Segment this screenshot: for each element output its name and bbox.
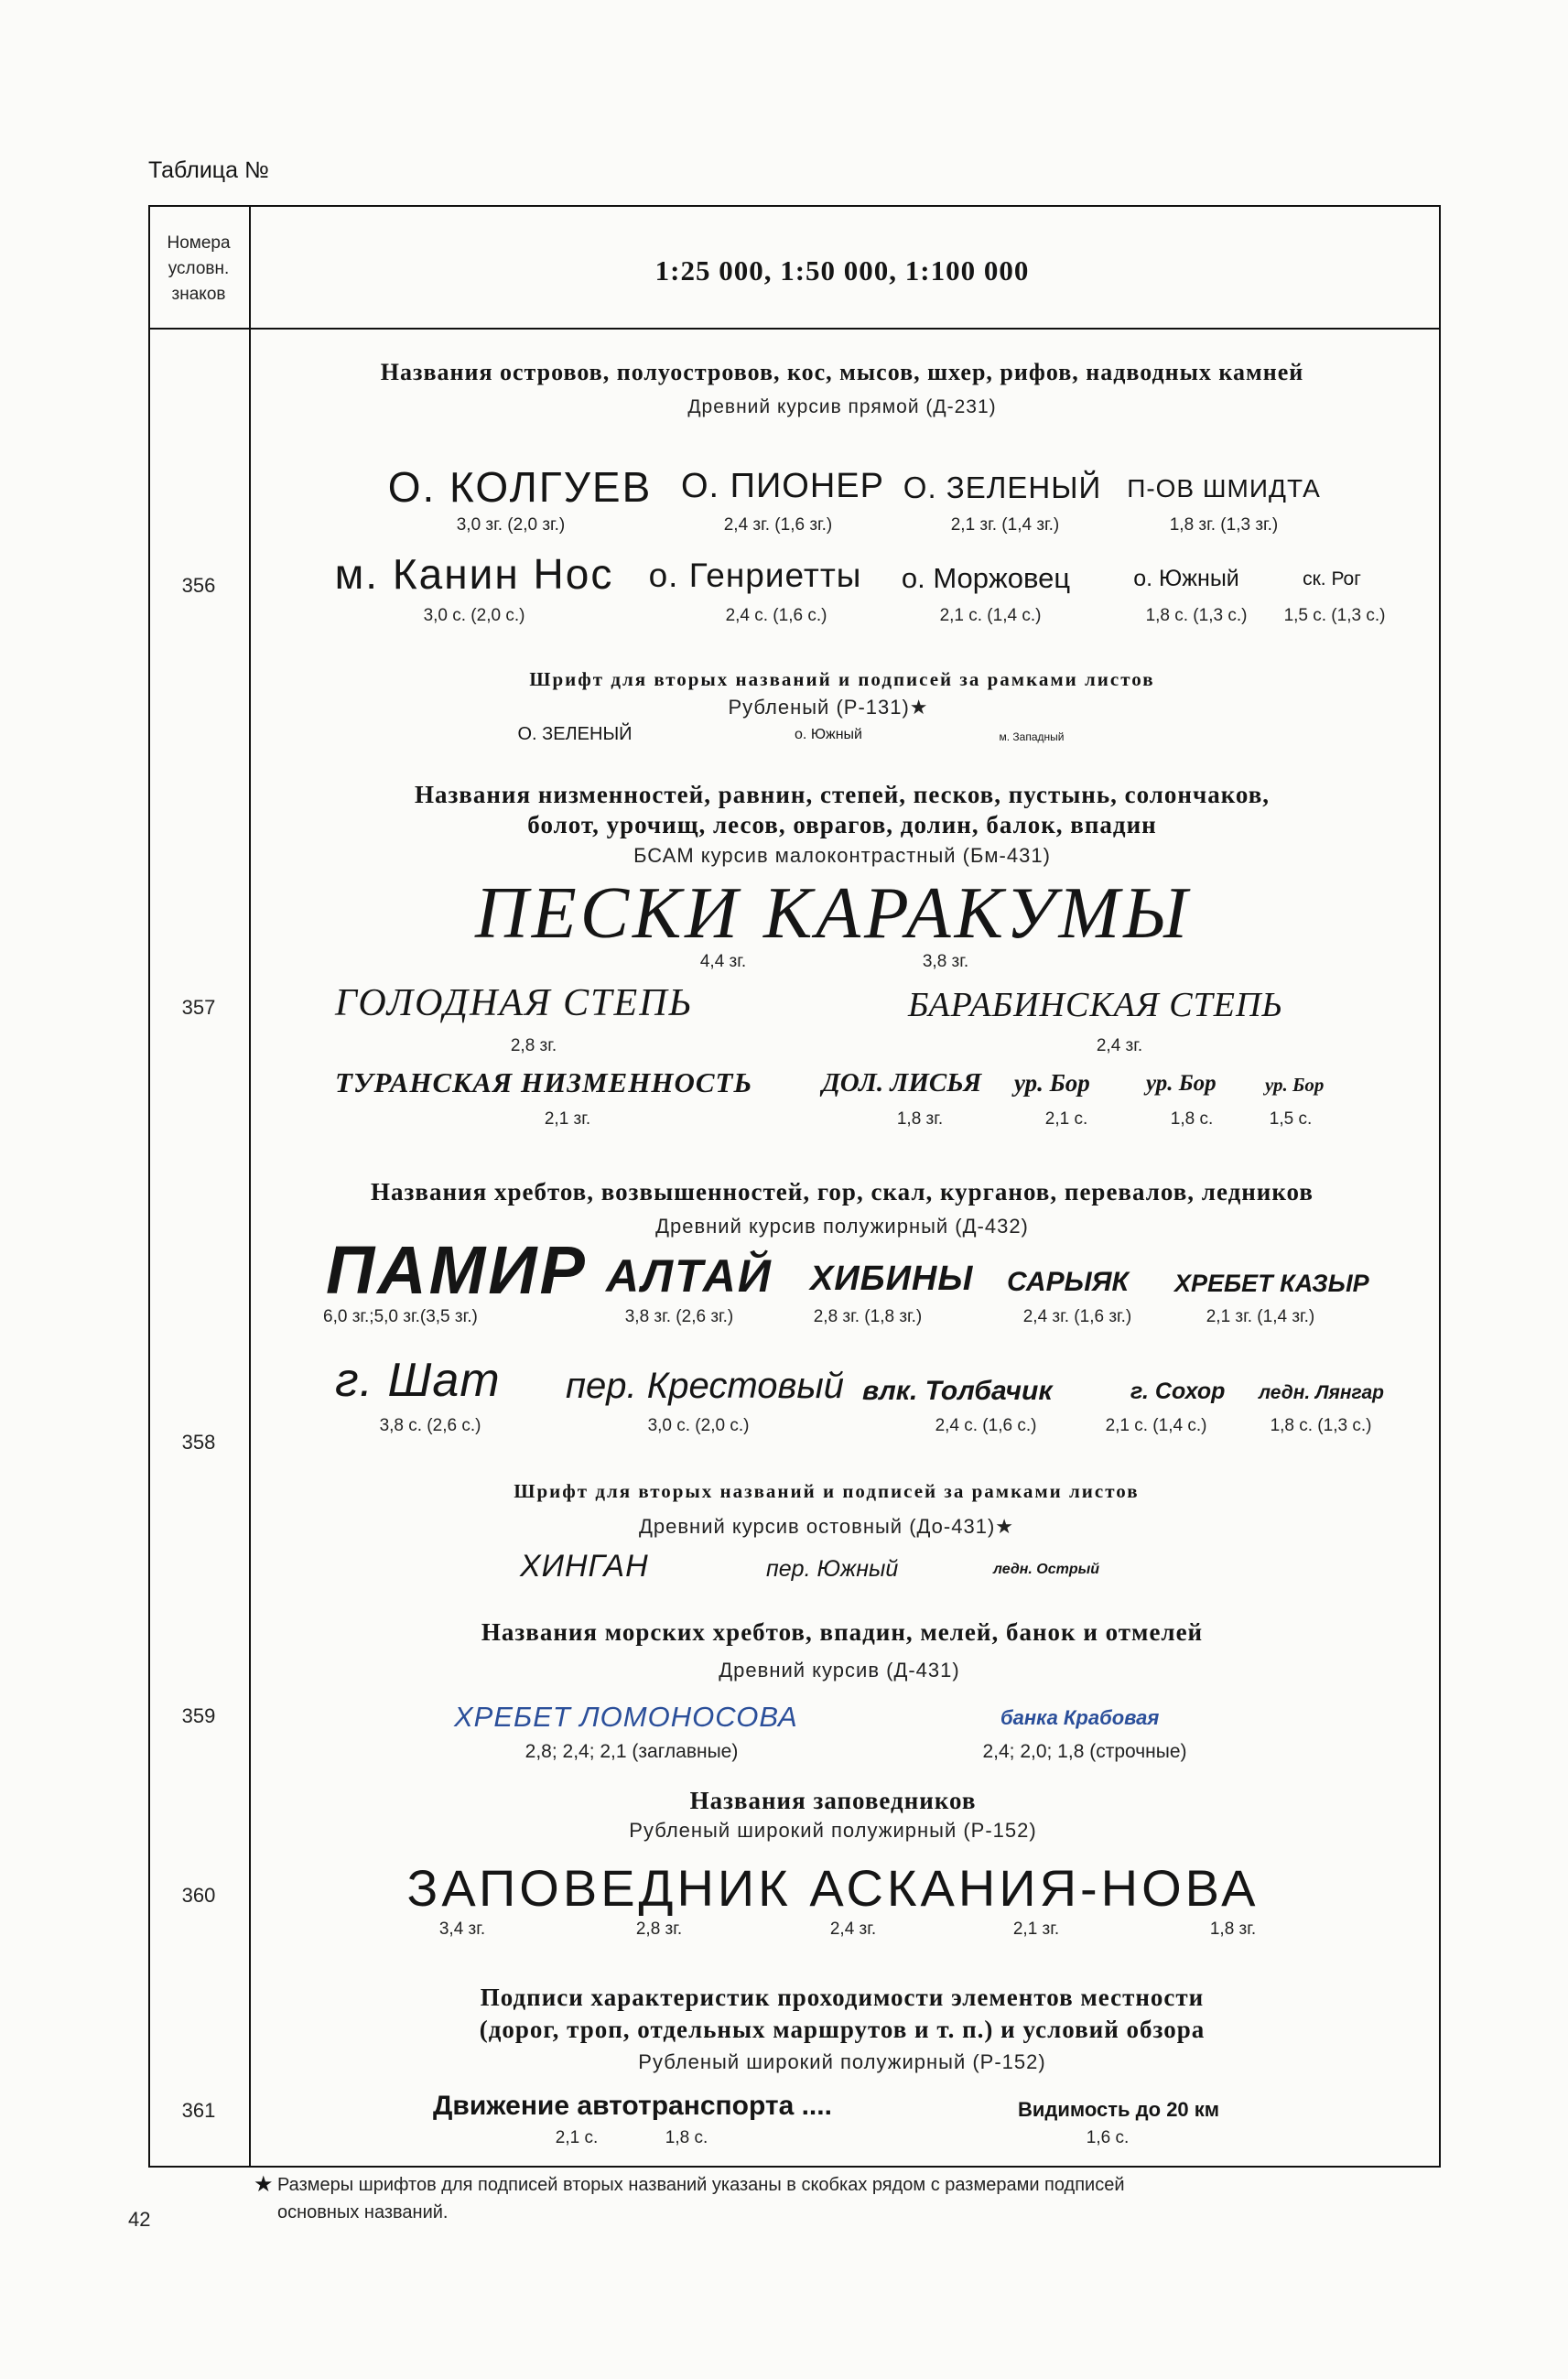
- font-359: Древний курсив (Д-431): [719, 1659, 960, 1682]
- size-357-1: 2,8 зг.: [510, 1036, 557, 1055]
- row-number-361: 361: [181, 2099, 216, 2122]
- second-heading-358: Шрифт для вторых названий и подписей за рамками листов: [514, 1480, 1140, 1502]
- size-360-5: 1,8 зг.: [1209, 1919, 1257, 1939]
- size-356-7: 2,1 с. (1,4 с.): [939, 606, 1042, 625]
- second-sample-358-2: пер. Южный: [766, 1556, 899, 1582]
- size-357-7: 1,5 с.: [1269, 1109, 1313, 1129]
- size-358-2: 3,8 зг. (2,6 зг.): [624, 1307, 734, 1326]
- sample-358-shat: г. Шат: [335, 1354, 501, 1407]
- size-356-3: 2,1 зг. (1,4 зг.): [950, 515, 1060, 535]
- footnote-line2: основных названий.: [277, 2202, 449, 2222]
- size-356-9: 1,5 с. (1,3 с.): [1283, 606, 1386, 625]
- column-header-right: 1:25 000, 1:50 000, 1:100 000: [654, 254, 1030, 287]
- size-358-4: 2,4 зг. (1,6 зг.): [1022, 1307, 1132, 1326]
- sample-361-dvizhenie: Движение автотранспорта ....: [433, 2091, 832, 2121]
- size-360-4: 2,1 зг.: [1012, 1919, 1060, 1939]
- size-359-1: 2,8; 2,4; 2,1 (заглавные): [524, 1741, 739, 1762]
- size-357-big-1: 4,4 зг.: [699, 952, 747, 971]
- size-361-1: 2,1 с.: [555, 2128, 599, 2147]
- size-360-2: 2,8 зг.: [635, 1919, 683, 1939]
- sample-356-rog: ск. Рог: [1303, 568, 1361, 589]
- size-358-5: 2,1 зг. (1,4 зг.): [1206, 1307, 1315, 1326]
- size-357-3: 2,1 зг.: [544, 1109, 591, 1129]
- sample-357-bor-3: ур. Бор: [1265, 1074, 1325, 1096]
- sample-358-sokhor: г. Сохор: [1130, 1379, 1226, 1404]
- size-360-3: 2,4 зг.: [829, 1919, 877, 1939]
- size-356-2: 2,4 зг. (1,6 зг.): [723, 515, 833, 535]
- heading-361-line1: Подписи характеристик проходимости элементов местности: [480, 1984, 1205, 2011]
- second-sample-356-2: о. Южный: [795, 727, 862, 742]
- size-357-5: 2,1 с.: [1044, 1109, 1088, 1129]
- sample-357-bor-1: ур. Бор: [1014, 1069, 1090, 1097]
- size-360-1: 3,4 зг.: [438, 1919, 486, 1939]
- size-358-3: 2,8 зг. (1,8 зг.): [813, 1307, 923, 1326]
- heading-357-line2: болот, урочищ, лесов, оврагов, долин, балок, впадин: [527, 811, 1157, 838]
- heading-357-line1: Названия низменностей, равнин, степей, песков, пустынь, солончаков,: [414, 781, 1271, 808]
- footnote-marker: ★: [254, 2172, 274, 2197]
- font-361: Рубленый широкий полужирный (Р-152): [638, 2050, 1046, 2073]
- sample-356-kanin: м. Канин Нос: [334, 550, 614, 598]
- row-number-360: 360: [181, 1884, 216, 1907]
- size-356-4: 1,8 зг. (1,3 зг.): [1169, 515, 1279, 535]
- second-sample-356-3: м. Западный: [999, 730, 1065, 743]
- sample-356-zeleny: О. ЗЕЛЕНЫЙ: [903, 470, 1102, 504]
- sample-357-barabinskaya: БАРАБИНСКАЯ СТЕПЬ: [908, 986, 1283, 1024]
- row-number-359: 359: [181, 1704, 216, 1727]
- size-357-4: 1,8 зг.: [896, 1109, 944, 1129]
- heading-358: Названия хребтов, возвышенностей, гор, скал, курганов, перевалов, ледников: [371, 1178, 1314, 1206]
- sample-358-altay: АЛТАЙ: [606, 1250, 773, 1302]
- column-header-left: [167, 231, 230, 308]
- sample-357-golodnaya: ГОЛОДНАЯ СТЕПЬ: [335, 982, 694, 1024]
- size-358-6: 3,8 с. (2,6 с.): [379, 1416, 481, 1435]
- sample-358-saryak: САРЫЯК: [1007, 1267, 1129, 1297]
- second-sample-358-1: ХИНГАН: [520, 1549, 649, 1584]
- size-358-9: 2,1 с. (1,4 с.): [1105, 1416, 1207, 1435]
- sample-358-lyangar: ледн. Лянгар: [1259, 1382, 1384, 1403]
- column-header-left-line3: знаков: [171, 285, 226, 304]
- font-356: Древний курсив прямой (Д-231): [687, 396, 997, 417]
- second-heading-356: Шрифт для вторых названий и подписей за рамками листов: [529, 668, 1155, 690]
- sample-358-khibiny: ХИБИНЫ: [810, 1260, 974, 1298]
- second-sample-358-3: ледн. Острый: [993, 1562, 1100, 1577]
- row-number-356: 356: [181, 574, 216, 597]
- font-358: Древний курсив полужирный (Д-432): [655, 1215, 1029, 1238]
- table-caption: Таблица №: [148, 157, 269, 183]
- size-356-8: 1,8 с. (1,3 с.): [1145, 606, 1248, 625]
- sample-357-lisya: ДОЛ. ЛИСЬЯ: [822, 1068, 982, 1098]
- sample-356-yuzhny: о. Южный: [1133, 566, 1239, 591]
- size-358-10: 1,8 с. (1,3 с.): [1270, 1416, 1372, 1435]
- sample-356-morzhovets: о. Моржовец: [901, 562, 1071, 594]
- size-358-7: 3,0 с. (2,0 с.): [647, 1416, 750, 1435]
- heading-361-line2: (дорог, троп, отдельных маршрутов и т. п.) и условий обзора: [479, 2016, 1206, 2043]
- sample-358-kazyr: ХРЕБЕТ КАЗЫР: [1174, 1270, 1369, 1297]
- size-357-big-2: 3,8 зг.: [922, 952, 969, 971]
- size-358-8: 2,4 с. (1,6 с.): [935, 1416, 1037, 1435]
- second-font-358: Древний курсив остовный (До-431)★: [639, 1515, 1014, 1538]
- size-357-2: 2,4 зг.: [1096, 1036, 1143, 1055]
- second-font-356: Рубленый (Р-131)★: [728, 696, 929, 719]
- column-divider: [249, 205, 251, 2166]
- size-356-5: 3,0 с. (2,0 с.): [423, 606, 525, 625]
- column-header-left-line1: Номера: [167, 233, 231, 253]
- sample-361-vidimost: Видимость до 20 км: [1018, 2098, 1220, 2121]
- row-number-358: 358: [181, 1431, 216, 1454]
- sample-356-pioner: О. ПИОНЕР: [681, 467, 884, 505]
- size-356-1: 3,0 зг. (2,0 зг.): [456, 515, 566, 535]
- sample-356-genrietty: о. Генриетты: [648, 557, 862, 594]
- sample-357-bor-2: ур. Бор: [1146, 1071, 1217, 1096]
- page-number: 42: [128, 2208, 151, 2231]
- sample-357-big: ПЕСКИ КАРАКУМЫ: [475, 873, 1191, 954]
- size-361-3: 1,6 с.: [1086, 2128, 1130, 2147]
- sample-359-lomonosova: ХРЕБЕТ ЛОМОНОСОВА: [454, 1701, 798, 1733]
- footnote-line1: Размеры шрифтов для подписей вторых названий указаны в скобках рядом с размерами подписей: [277, 2175, 1125, 2195]
- row-number-357: 357: [181, 996, 216, 1019]
- size-361-2: 1,8 с.: [665, 2128, 708, 2147]
- font-360: Рубленый широкий полужирный (Р-152): [629, 1819, 1037, 1842]
- sample-358-pamir: ПАМИР: [326, 1232, 588, 1308]
- sample-358-tolbachik: влк. Толбачик: [862, 1376, 1053, 1406]
- font-357: БСАМ курсив малоконтрастный (Бм-431): [633, 844, 1051, 867]
- size-359-2: 2,4; 2,0; 1,8 (строчные): [982, 1741, 1187, 1762]
- heading-356: Названия островов, полуостровов, кос, мысов, шхер, рифов, надводных камней: [380, 359, 1304, 385]
- sample-356-shmidta: П-ОВ ШМИДТА: [1127, 474, 1321, 503]
- sample-358-krestovy: пер. Крестовый: [566, 1366, 845, 1406]
- size-356-6: 2,4 с. (1,6 с.): [725, 606, 827, 625]
- sample-356-kolguev: О. КОЛГУЕВ: [387, 463, 653, 511]
- sample-357-turanskaya: ТУРАНСКАЯ НИЗМЕННОСТЬ: [335, 1066, 753, 1098]
- size-357-6: 1,8 с.: [1170, 1109, 1214, 1129]
- sample-360-zapovednik: ЗАПОВЕДНИК АСКАНИЯ-НОВА: [406, 1859, 1260, 1917]
- heading-359: Названия морских хребтов, впадин, мелей, банок и отмелей: [481, 1618, 1204, 1646]
- second-sample-356-1: О. ЗЕЛЕНЫЙ: [517, 724, 633, 744]
- sample-359-krabovaya: банка Крабовая: [1000, 1706, 1160, 1729]
- size-358-1: 6,0 зг.;5,0 зг.(3,5 зг.): [323, 1307, 478, 1326]
- heading-360: Названия заповедников: [689, 1787, 977, 1814]
- column-header-left-line2: условн.: [168, 259, 230, 278]
- header-divider: [148, 328, 1439, 330]
